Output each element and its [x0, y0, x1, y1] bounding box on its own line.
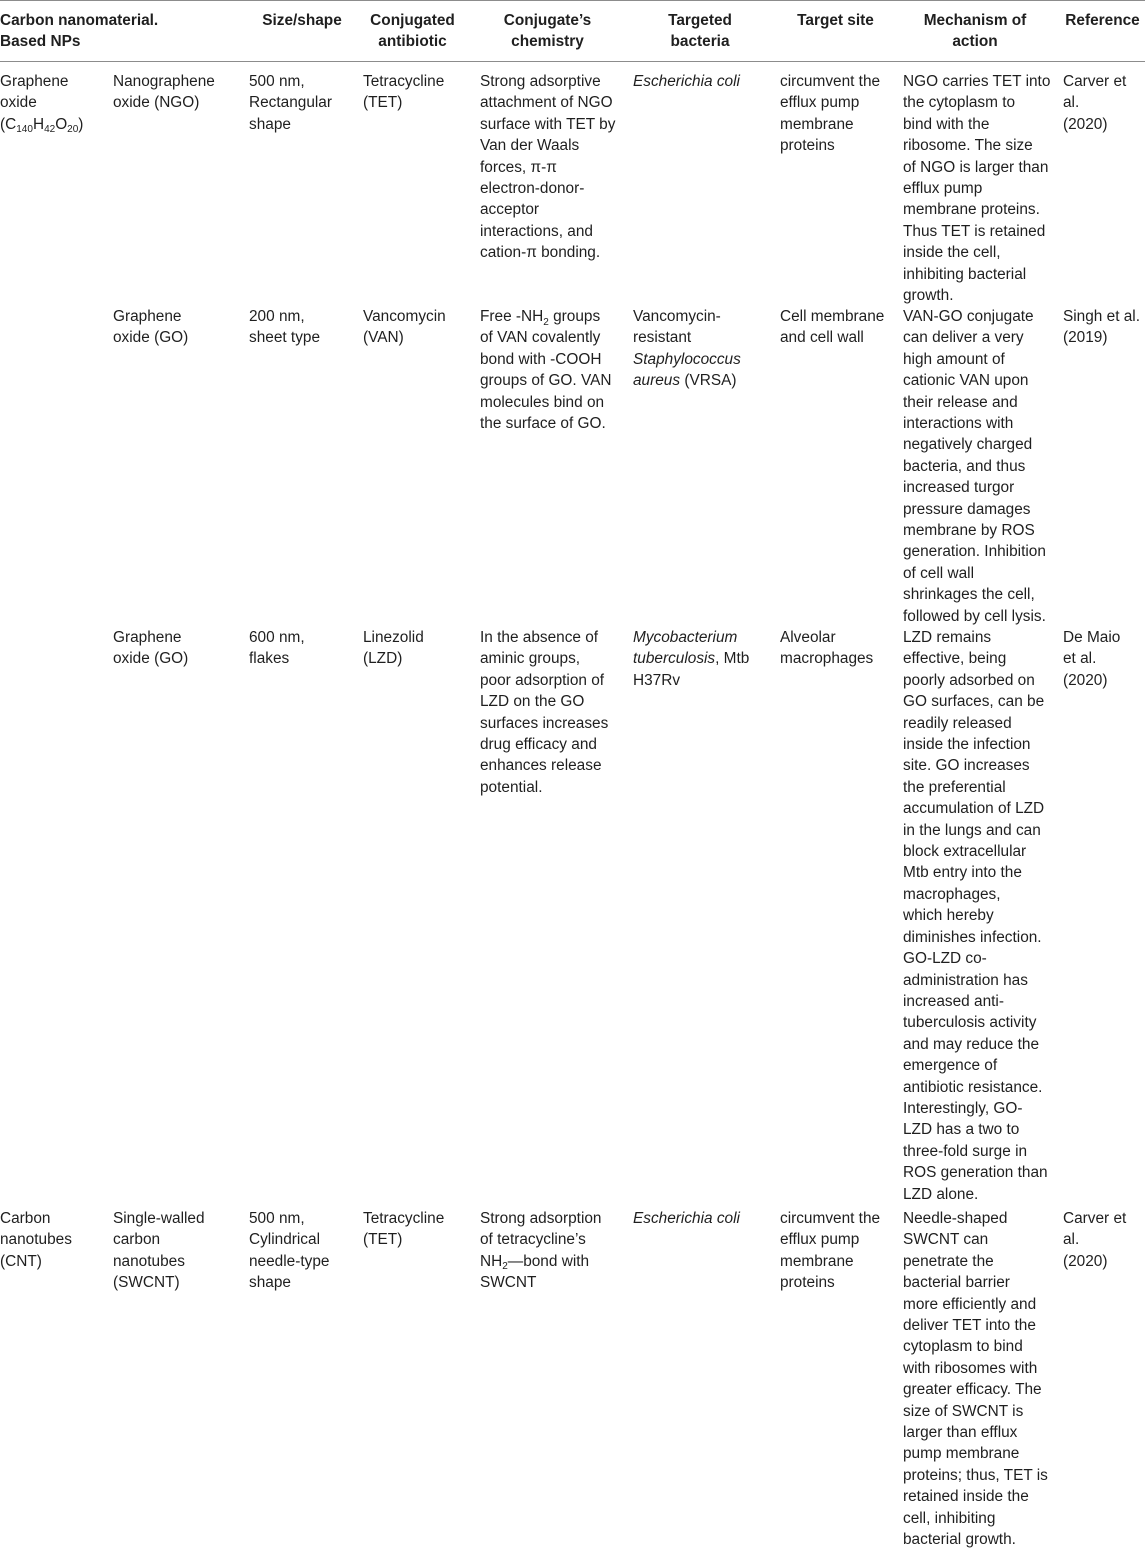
cell-reference [1063, 627, 1145, 691]
group-text: (CNT) [0, 1252, 42, 1270]
group-text: Graphene [0, 73, 69, 90]
formula-subscript: 140 [16, 124, 33, 136]
cell-text: growth. [903, 287, 954, 305]
cell-text: membrane by ROS [903, 522, 1035, 540]
cell-reference [1063, 1208, 1145, 1272]
cell-text: LZD remains [903, 629, 992, 646]
header-text: Reference [1065, 12, 1140, 29]
cell-text: site. GO increases [903, 757, 1030, 775]
cell-text: effective, being [903, 650, 1007, 668]
formula-part: ) [78, 115, 84, 133]
cell-text: Van der Waals [480, 137, 580, 155]
cell-text: deliver TET into the [903, 1317, 1036, 1335]
group-text: nanotubes [0, 1231, 72, 1249]
text-part: NH [480, 1252, 503, 1270]
cell-text: Strong adsorption [480, 1210, 602, 1227]
cell-text [633, 648, 749, 669]
cell-text: De Maio [1063, 629, 1121, 646]
cell-text: membrane proteins. [903, 201, 1040, 219]
cell-text: surface with TET by [480, 115, 616, 133]
cell-text: followed by cell lysis. [903, 607, 1046, 625]
col-header-chemistry [475, 10, 620, 53]
header-text: Based NPs [0, 33, 81, 51]
cell-site [780, 1208, 880, 1294]
cell-text: can deliver a very [903, 329, 1024, 347]
cell-bacteria [633, 1208, 740, 1229]
cell-text: VAN-GO conjugate [903, 308, 1034, 325]
cell-text: greater efficacy. The [903, 1381, 1042, 1399]
cell-chemistry [480, 71, 615, 264]
cell-text: in the lungs and can [903, 821, 1041, 839]
cell-text: increased anti- [903, 992, 1004, 1010]
cell-text: interactions, and [480, 222, 593, 240]
cell-text: emergence of [903, 1057, 998, 1075]
cell-text: membrane [780, 115, 854, 133]
cell-text: three-fold surge in [903, 1142, 1028, 1160]
cell-text: retained inside the [903, 1488, 1029, 1506]
cell-text: pump membrane [903, 1445, 1020, 1463]
cell-text: NGO carries TET into [903, 73, 1051, 90]
cell-text: Interestingly, GO- [903, 1099, 1023, 1117]
cell-text: larger than efflux [903, 1424, 1018, 1442]
cell-mechanism [903, 627, 1048, 1205]
cell-text: shape [249, 1274, 291, 1292]
cell-text: (TET) [363, 94, 403, 112]
cell-text: Escherichia coli [633, 1210, 740, 1227]
header-text: Targeted [668, 12, 732, 29]
cell-text: high amount of [903, 350, 1005, 368]
text-part: , Mtb [715, 650, 750, 668]
cell-antibiotic [363, 627, 424, 670]
cell-text: nanotubes [113, 1252, 185, 1270]
cell-text: efflux pump [903, 180, 983, 198]
cell-antibiotic [363, 71, 444, 114]
cell-text: acceptor [480, 201, 540, 219]
cell-text: poor adsorption of [480, 671, 605, 689]
cell-text: Mycobacterium [633, 629, 738, 646]
cell-bacteria [633, 306, 741, 392]
cell-size [249, 1208, 329, 1294]
cell-text: increased turgor [903, 479, 1015, 497]
text-part: tuberculosis [633, 650, 716, 668]
header-text: action [952, 33, 998, 51]
cell-chemistry [480, 306, 611, 434]
cell-text: diminishes infection. [903, 928, 1042, 946]
cell-text: Needle-shaped [903, 1210, 1008, 1227]
cell-text: efflux pump [780, 1231, 860, 1249]
cell-site [780, 71, 880, 157]
cell-text: macrophages, [903, 885, 1001, 903]
header-text: Conjugated [370, 12, 455, 29]
header-text: Target site [797, 12, 874, 29]
cell-np [113, 306, 188, 349]
cell-text: negatively charged [903, 436, 1033, 454]
table-top-rule [0, 0, 1145, 1]
cell-text: shrinkages the cell, [903, 586, 1035, 604]
cell-text: of tetracycline’s [480, 1231, 586, 1249]
cell-text: 200 nm, [249, 308, 305, 325]
col-header-reference [1060, 10, 1145, 31]
formula-subscript: 42 [44, 124, 56, 136]
cell-text: tuberculosis activity [903, 1014, 1037, 1032]
cell-bacteria [633, 627, 749, 691]
cell-text: Graphene [113, 629, 182, 646]
cell-antibiotic [363, 306, 446, 349]
cell-text: cationic VAN upon [903, 372, 1029, 390]
cell-text: drug efficacy and [480, 736, 597, 754]
text-part: Free -NH [480, 308, 544, 325]
cell-text: In the absence of [480, 629, 599, 646]
header-text: chemistry [511, 33, 584, 51]
cell-text: potential. [480, 778, 543, 796]
cell-text: which hereby [903, 907, 994, 925]
cell-text: Cell membrane [780, 308, 885, 325]
cell-text: (2020) [1063, 115, 1108, 133]
group-label-carbon-nanotubes [0, 1208, 72, 1272]
cell-text: (2020) [1063, 1252, 1108, 1270]
cell-chemistry [480, 627, 608, 798]
cell-reference [1063, 306, 1140, 349]
cell-np [113, 627, 188, 670]
header-text: Size/shape [262, 12, 342, 29]
cell-text: circumvent the [780, 1210, 881, 1227]
cell-text: GO-LZD co- [903, 950, 987, 968]
cell-text: of cell wall [903, 564, 974, 582]
cell-text: more efficiently and [903, 1295, 1037, 1313]
formula-part: H [32, 115, 45, 133]
cell-text: Nanographene [113, 73, 215, 90]
subscript: 2 [502, 1261, 508, 1273]
cell-text: groups of GO. VAN [480, 372, 612, 390]
cell-text: efflux pump [780, 94, 860, 112]
cell-text: poorly adsorbed on [903, 671, 1035, 689]
cell-text: shape [249, 115, 291, 133]
cell-text: oxide (GO) [113, 329, 189, 347]
cell-text: with ribosomes with [903, 1359, 1038, 1377]
cell-text: needle-type [249, 1252, 330, 1270]
col-header-site [778, 10, 893, 31]
cell-text: et al. (2020) [1063, 650, 1108, 689]
cell-size [249, 627, 305, 670]
group-text: oxide [0, 94, 37, 112]
header-text: antibiotic [378, 33, 447, 51]
cell-np [113, 71, 215, 114]
cell-text: cation-π bonding. [480, 244, 601, 262]
cell-text: SWCNT can [903, 1231, 989, 1249]
cell-text: Single-walled [113, 1210, 205, 1227]
cell-text: circumvent the [780, 73, 881, 90]
cell-text: resistant [633, 329, 692, 347]
col-header-mechanism [895, 10, 1055, 53]
cell-text: their release and [903, 393, 1018, 411]
cell-bacteria [633, 71, 740, 92]
cell-text: inside the infection [903, 736, 1031, 754]
cell-text: generation. Inhibition [903, 543, 1046, 561]
cell-text: oxide (GO) [113, 650, 189, 668]
cell-text: Staphylococcus [633, 350, 741, 368]
cell-text: oxide (NGO) [113, 94, 200, 112]
cell-text: inhibiting bacterial [903, 265, 1027, 283]
cell-mechanism [903, 71, 1050, 306]
cell-text: antibiotic resistance. [903, 1078, 1043, 1096]
cell-size [249, 71, 332, 135]
header-text: Conjugate’s [503, 12, 592, 29]
cell-text [480, 1251, 602, 1272]
cell-text: sheet type [249, 329, 321, 347]
cell-text: Tetracycline [363, 73, 445, 90]
cell-site [780, 627, 873, 670]
cell-text: proteins [780, 1274, 835, 1292]
cell-text: GO surfaces, can be [903, 693, 1045, 711]
cell-reference [1063, 71, 1145, 135]
cell-text: flakes [249, 650, 290, 668]
cell-text: bacterial barrier [903, 1274, 1010, 1292]
cell-text: size of SWCNT is [903, 1402, 1024, 1420]
cell-text: Cylindrical [249, 1231, 320, 1249]
cell-text: aminic groups, [480, 650, 581, 668]
cell-text: and may reduce the [903, 1035, 1040, 1053]
cell-text: membrane [780, 1252, 854, 1270]
cell-text: macrophages [780, 650, 874, 668]
text-part: aureus [633, 372, 681, 390]
cell-text: LZD has a two to [903, 1121, 1020, 1139]
cell-text: and cell wall [780, 329, 864, 347]
cell-text: the cytoplasm to [903, 94, 1016, 112]
cell-text: cytoplasm to bind [903, 1338, 1023, 1356]
header-bottom-rule [0, 61, 1145, 62]
text-part: (VRSA) [680, 372, 737, 390]
cell-text: (LZD) [363, 650, 403, 668]
subscript: 2 [543, 316, 549, 328]
text-part: —bond with [507, 1252, 590, 1270]
formula-part: (C [0, 115, 17, 133]
cell-text: penetrate the [903, 1252, 994, 1270]
cell-text: forces, π-π [480, 158, 557, 176]
cell-text: Linezolid [363, 629, 424, 646]
cell-text: Alveolar [780, 629, 836, 646]
cell-text: Tetracycline [363, 1210, 445, 1227]
cell-text: 500 nm, [249, 1210, 305, 1227]
cell-text: block extracellular [903, 843, 1027, 861]
cell-text: accumulation of LZD [903, 800, 1045, 818]
cell-chemistry [480, 1208, 602, 1294]
cell-text: Vancomycin [363, 308, 446, 325]
cell-antibiotic [363, 1208, 444, 1251]
cell-text: 500 nm, [249, 73, 305, 90]
cell-text: electron-donor- [480, 180, 585, 198]
cell-text: H37Rv [633, 671, 681, 689]
cell-text: Mtb entry into the [903, 864, 1022, 882]
cell-size [249, 306, 320, 349]
cell-text: (TET) [363, 1231, 403, 1249]
cell-text: Escherichia coli [633, 73, 740, 90]
col-header-size [252, 10, 352, 31]
cell-text: Graphene [113, 308, 182, 325]
group-formula [0, 114, 83, 135]
cell-text [633, 370, 741, 391]
header-text: bacteria [670, 33, 730, 51]
cell-text: (VAN) [363, 329, 404, 347]
col-header-bacteria [625, 10, 775, 53]
cell-text: of VAN covalently [480, 329, 601, 347]
cell-text: (SWCNT) [113, 1274, 180, 1292]
cell-text: cell, inhibiting [903, 1509, 996, 1527]
cell-text: proteins; thus, TET is [903, 1466, 1048, 1484]
cell-text: attachment of NGO [480, 94, 613, 112]
cell-text: readily released [903, 714, 1012, 732]
cell-text: interactions with [903, 415, 1014, 433]
cell-text: Carver et al. [1063, 1210, 1127, 1249]
cell-text: administration has [903, 971, 1028, 989]
cell-site [780, 306, 884, 349]
formula-subscript: 20 [67, 124, 79, 136]
cell-text: ribosome. The size [903, 137, 1033, 155]
cell-text: pressure damages [903, 500, 1031, 518]
cell-text: enhances release [480, 757, 602, 775]
group-text: Carbon [0, 1210, 51, 1227]
cell-text: Rectangular [249, 94, 332, 112]
cell-text: Vancomycin- [633, 308, 721, 325]
cell-text: of NGO is larger than [903, 158, 1049, 176]
cell-text: (2019) [1063, 329, 1108, 347]
cell-text: the surface of GO. [480, 415, 606, 433]
cell-text: carbon [113, 1231, 161, 1249]
cell-text: bacteria, and thus [903, 457, 1026, 475]
formula-part: O [55, 115, 68, 133]
col-header-antibiotic [355, 10, 470, 53]
cell-text: bind with the [903, 115, 990, 133]
cell-mechanism [903, 1208, 1048, 1551]
cell-text: bacterial growth. [903, 1531, 1016, 1549]
cell-text: Thus TET is retained [903, 222, 1046, 240]
cell-text: Singh et al. [1063, 308, 1141, 325]
group-label-graphene-oxide [0, 71, 83, 135]
cell-text: ROS generation than [903, 1164, 1048, 1182]
cell-text: Strong adsorptive [480, 73, 601, 90]
cell-text: inside the cell, [903, 244, 1001, 262]
cell-text: surfaces increases [480, 714, 609, 732]
header-text: Mechanism of [923, 12, 1027, 29]
cell-np [113, 1208, 205, 1294]
cell-text: SWCNT [480, 1274, 537, 1292]
cell-text: LZD alone. [903, 1185, 979, 1203]
cell-text [480, 306, 611, 327]
col-header-material [0, 10, 158, 53]
cell-text: LZD on the GO [480, 693, 585, 711]
header-text: Carbon nanomaterial. [0, 12, 159, 29]
text-part: groups [548, 308, 601, 325]
cell-text: bond with -COOH [480, 350, 602, 368]
cell-text: proteins [780, 137, 835, 155]
cell-text: 600 nm, [249, 629, 305, 646]
cell-mechanism [903, 306, 1046, 627]
cell-text: Carver et al. [1063, 73, 1127, 112]
cell-text: molecules bind on [480, 393, 605, 411]
cell-text: the preferential [903, 778, 1006, 796]
